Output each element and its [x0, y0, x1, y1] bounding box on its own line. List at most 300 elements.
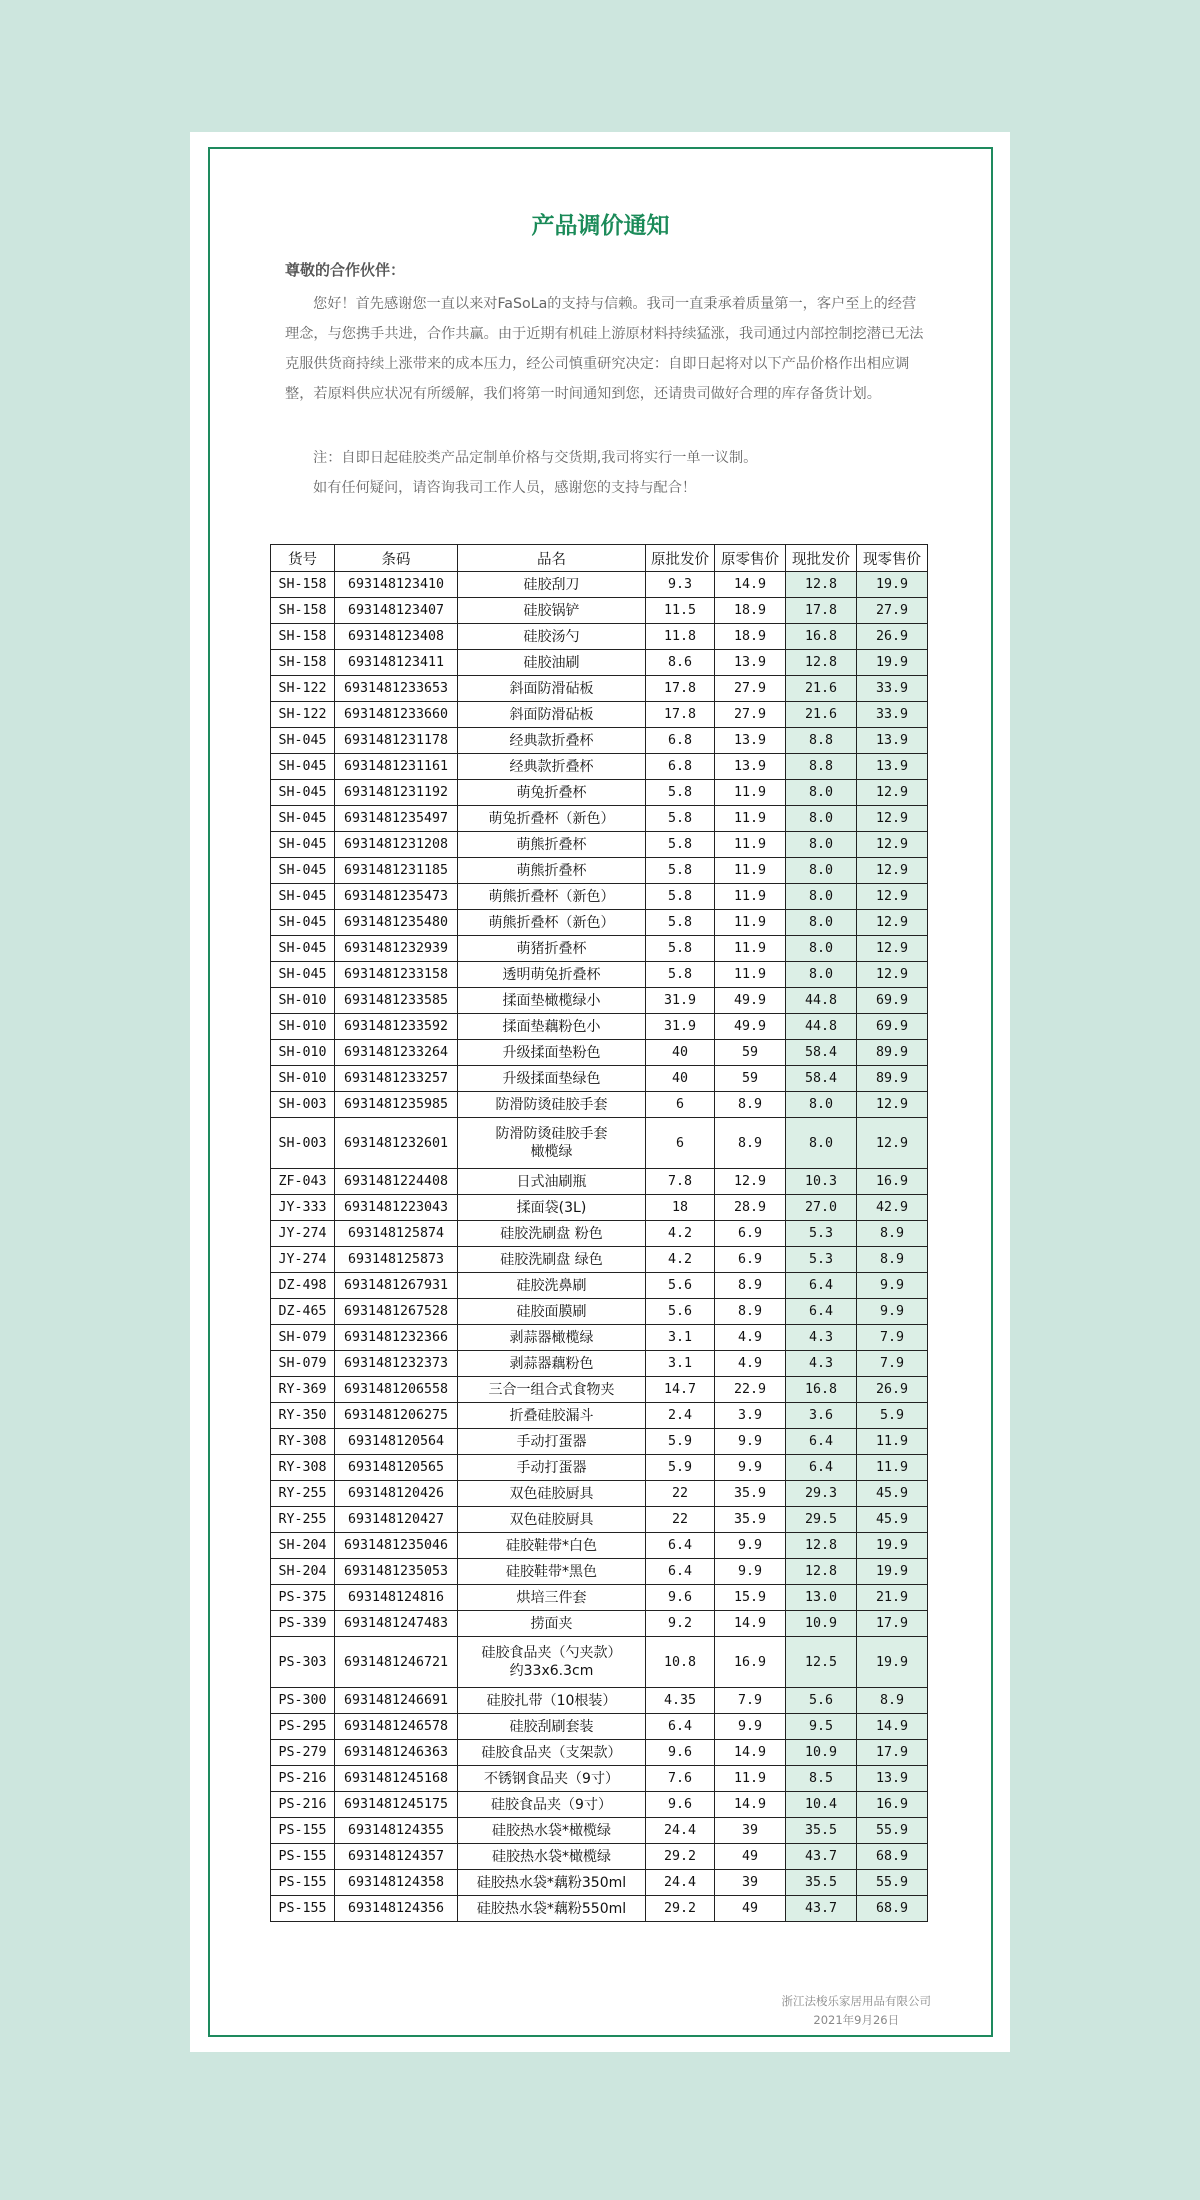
cell-old-retail: 49.9 — [715, 988, 786, 1014]
cell-new-retail: 68.9 — [857, 1896, 928, 1922]
cell-sku: SH-045 — [271, 858, 335, 884]
cell-old-retail: 14.9 — [715, 572, 786, 598]
cell-product-name: 硅胶刮刷套装 — [458, 1714, 646, 1740]
cell-old-wholesale: 6.4 — [646, 1533, 715, 1559]
company-name: 浙江法梭乐家居用品有限公司 — [781, 1994, 931, 2008]
cell-new-wholesale: 12.8 — [786, 1559, 857, 1585]
cell-product-name: 硅胶食品夹（支架款） — [458, 1740, 646, 1766]
page-title: 产品调价通知 — [531, 213, 670, 239]
cell-old-retail: 9.9 — [715, 1455, 786, 1481]
cell-old-wholesale: 11.8 — [646, 624, 715, 650]
cell-sku: RY-308 — [271, 1429, 335, 1455]
cell-product-name: 三合一组合式食物夹 — [458, 1377, 646, 1403]
table-row — [271, 1403, 928, 1429]
cell-old-wholesale: 10.8 — [646, 1637, 715, 1688]
cell-new-wholesale: 6.4 — [786, 1455, 857, 1481]
cell-new-wholesale: 10.9 — [786, 1611, 857, 1637]
table-row — [271, 1507, 928, 1533]
cell-sku: SH-079 — [271, 1351, 335, 1377]
cell-old-retail: 13.9 — [715, 650, 786, 676]
greeting: 尊敬的合作伙伴： — [285, 261, 406, 279]
cell-product-name: 手动打蛋器 — [458, 1429, 646, 1455]
cell-new-retail: 12.9 — [857, 936, 928, 962]
header-sku: 货号 — [271, 545, 335, 572]
cell-new-wholesale: 8.0 — [786, 858, 857, 884]
cell-sku: SH-045 — [271, 780, 335, 806]
table-row — [271, 806, 928, 832]
table-row — [271, 1688, 928, 1714]
cell-old-retail: 27.9 — [715, 676, 786, 702]
cell-new-wholesale: 43.7 — [786, 1844, 857, 1870]
cell-new-wholesale: 6.4 — [786, 1273, 857, 1299]
cell-new-retail: 69.9 — [857, 1014, 928, 1040]
cell-new-wholesale: 5.3 — [786, 1221, 857, 1247]
cell-new-retail: 33.9 — [857, 702, 928, 728]
cell-sku: SH-045 — [271, 884, 335, 910]
cell-new-wholesale: 16.8 — [786, 624, 857, 650]
cell-old-wholesale: 5.8 — [646, 806, 715, 832]
cell-old-retail: 11.9 — [715, 858, 786, 884]
table-row — [271, 1559, 928, 1585]
cell-barcode: 6931481235985 — [335, 1092, 458, 1118]
cell-product-name: 硅胶热水袋*藕粉350ml — [458, 1870, 646, 1896]
cell-old-retail: 3.9 — [715, 1403, 786, 1429]
cell-new-retail: 11.9 — [857, 1455, 928, 1481]
cell-new-wholesale: 3.6 — [786, 1403, 857, 1429]
cell-new-wholesale: 4.3 — [786, 1325, 857, 1351]
cell-barcode: 6931481235473 — [335, 884, 458, 910]
cell-sku: RY-255 — [271, 1481, 335, 1507]
cell-old-wholesale: 3.1 — [646, 1325, 715, 1351]
cell-new-wholesale: 58.4 — [786, 1040, 857, 1066]
cell-new-wholesale: 5.3 — [786, 1247, 857, 1273]
cell-product-name: 萌兔折叠杯（新色） — [458, 806, 646, 832]
cell-old-wholesale: 5.8 — [646, 884, 715, 910]
cell-new-wholesale: 4.3 — [786, 1351, 857, 1377]
cell-new-retail: 19.9 — [857, 1637, 928, 1688]
cell-new-retail: 9.9 — [857, 1299, 928, 1325]
header-product-name: 品名 — [458, 545, 646, 572]
cell-sku: SH-158 — [271, 598, 335, 624]
cell-old-retail: 14.9 — [715, 1792, 786, 1818]
table-row — [271, 1740, 928, 1766]
table-row — [271, 780, 928, 806]
cell-new-wholesale: 13.0 — [786, 1585, 857, 1611]
cell-old-wholesale: 24.4 — [646, 1870, 715, 1896]
cell-barcode: 6931481246363 — [335, 1740, 458, 1766]
cell-old-wholesale: 11.5 — [646, 598, 715, 624]
cell-barcode: 6931481232373 — [335, 1351, 458, 1377]
cell-barcode: 693148120564 — [335, 1429, 458, 1455]
cell-barcode: 693148120565 — [335, 1455, 458, 1481]
cell-new-wholesale: 12.8 — [786, 1533, 857, 1559]
cell-new-wholesale: 12.8 — [786, 650, 857, 676]
table-row — [271, 884, 928, 910]
table-row — [271, 1221, 928, 1247]
cell-old-retail: 6.9 — [715, 1247, 786, 1273]
cell-new-wholesale: 27.0 — [786, 1195, 857, 1221]
cell-new-retail: 12.9 — [857, 1118, 928, 1169]
cell-product-name: 防滑防烫硅胶手套 橄榄绿 — [458, 1118, 646, 1169]
cell-old-retail: 18.9 — [715, 598, 786, 624]
cell-barcode: 6931481224408 — [335, 1169, 458, 1195]
cell-old-retail: 39 — [715, 1870, 786, 1896]
cell-barcode: 693148120426 — [335, 1481, 458, 1507]
cell-new-retail: 5.9 — [857, 1403, 928, 1429]
cell-new-retail: 55.9 — [857, 1870, 928, 1896]
cell-product-name: 剥蒜器橄榄绿 — [458, 1325, 646, 1351]
cell-old-wholesale: 4.2 — [646, 1247, 715, 1273]
cell-new-wholesale: 9.5 — [786, 1714, 857, 1740]
cell-product-name: 剥蒜器藕粉色 — [458, 1351, 646, 1377]
cell-new-wholesale: 8.8 — [786, 728, 857, 754]
cell-old-wholesale: 5.8 — [646, 832, 715, 858]
cell-old-retail: 4.9 — [715, 1325, 786, 1351]
cell-old-retail: 35.9 — [715, 1507, 786, 1533]
cell-barcode: 6931481246721 — [335, 1637, 458, 1688]
cell-old-retail: 11.9 — [715, 936, 786, 962]
cell-new-wholesale: 16.8 — [786, 1377, 857, 1403]
cell-new-wholesale: 29.3 — [786, 1481, 857, 1507]
cell-old-retail: 13.9 — [715, 754, 786, 780]
cell-sku: PS-155 — [271, 1870, 335, 1896]
cell-new-retail: 9.9 — [857, 1273, 928, 1299]
cell-sku: SH-122 — [271, 676, 335, 702]
cell-new-retail: 17.9 — [857, 1740, 928, 1766]
table-row — [271, 910, 928, 936]
cell-barcode: 6931481245175 — [335, 1792, 458, 1818]
cell-new-wholesale: 8.0 — [786, 1092, 857, 1118]
cell-old-wholesale: 7.8 — [646, 1169, 715, 1195]
cell-sku: RY-255 — [271, 1507, 335, 1533]
cell-new-wholesale: 8.0 — [786, 884, 857, 910]
table-row — [271, 1818, 928, 1844]
cell-new-retail: 45.9 — [857, 1507, 928, 1533]
cell-sku: PS-303 — [271, 1637, 335, 1688]
table-row — [271, 1481, 928, 1507]
cell-new-wholesale: 35.5 — [786, 1870, 857, 1896]
cell-old-wholesale: 8.6 — [646, 650, 715, 676]
cell-old-retail: 8.9 — [715, 1299, 786, 1325]
cell-new-wholesale: 10.4 — [786, 1792, 857, 1818]
cell-new-retail: 12.9 — [857, 858, 928, 884]
cell-barcode: 693148120427 — [335, 1507, 458, 1533]
cell-old-retail: 6.9 — [715, 1221, 786, 1247]
cell-old-retail: 15.9 — [715, 1585, 786, 1611]
cell-old-retail: 14.9 — [715, 1611, 786, 1637]
cell-old-wholesale: 29.2 — [646, 1896, 715, 1922]
cell-barcode: 6931481247483 — [335, 1611, 458, 1637]
cell-old-wholesale: 4.2 — [646, 1221, 715, 1247]
table-row — [271, 1455, 928, 1481]
cell-sku: JY-333 — [271, 1195, 335, 1221]
cell-barcode: 693148124816 — [335, 1585, 458, 1611]
cell-product-name: 硅胶刮刀 — [458, 572, 646, 598]
cell-old-wholesale: 6 — [646, 1118, 715, 1169]
cell-product-name: 揉面垫橄榄绿小 — [458, 988, 646, 1014]
cell-old-wholesale: 6.4 — [646, 1559, 715, 1585]
cell-new-wholesale: 44.8 — [786, 1014, 857, 1040]
cell-old-retail: 16.9 — [715, 1637, 786, 1688]
table-row — [271, 1844, 928, 1870]
table-row — [271, 1585, 928, 1611]
cell-old-wholesale: 5.9 — [646, 1455, 715, 1481]
cell-new-retail: 19.9 — [857, 650, 928, 676]
cell-sku: SH-010 — [271, 988, 335, 1014]
cell-old-retail: 11.9 — [715, 962, 786, 988]
cell-barcode: 693148125873 — [335, 1247, 458, 1273]
cell-product-name: 日式油刷瓶 — [458, 1169, 646, 1195]
cell-product-name: 折叠硅胶漏斗 — [458, 1403, 646, 1429]
cell-barcode: 6931481233653 — [335, 676, 458, 702]
cell-barcode: 6931481232366 — [335, 1325, 458, 1351]
cell-new-wholesale: 10.9 — [786, 1740, 857, 1766]
cell-new-wholesale: 6.4 — [786, 1299, 857, 1325]
cell-new-wholesale: 8.0 — [786, 780, 857, 806]
cell-new-retail: 12.9 — [857, 910, 928, 936]
notice-sheet — [190, 132, 1010, 2052]
cell-old-wholesale: 9.6 — [646, 1585, 715, 1611]
cell-barcode: 6931481206275 — [335, 1403, 458, 1429]
cell-new-retail: 12.9 — [857, 780, 928, 806]
cell-barcode: 6931481245168 — [335, 1766, 458, 1792]
cell-old-wholesale: 4.35 — [646, 1688, 715, 1714]
table-row — [271, 1792, 928, 1818]
header-new-wholesale: 现批发价 — [786, 545, 857, 572]
table-row — [271, 1429, 928, 1455]
table-row — [271, 988, 928, 1014]
cell-barcode: 6931481231192 — [335, 780, 458, 806]
cell-barcode: 6931481235046 — [335, 1533, 458, 1559]
cell-new-retail: 55.9 — [857, 1818, 928, 1844]
cell-old-retail: 7.9 — [715, 1688, 786, 1714]
cell-old-wholesale: 5.8 — [646, 858, 715, 884]
cell-barcode: 693148123411 — [335, 650, 458, 676]
cell-product-name: 硅胶食品夹（勺夹款） 约33x6.3cm — [458, 1637, 646, 1688]
cell-barcode: 693148124355 — [335, 1818, 458, 1844]
cell-old-wholesale: 5.8 — [646, 780, 715, 806]
cell-barcode: 6931481267931 — [335, 1273, 458, 1299]
table-row — [271, 572, 928, 598]
cell-sku: PS-216 — [271, 1766, 335, 1792]
header-barcode: 条码 — [335, 545, 458, 572]
cell-new-wholesale: 21.6 — [786, 702, 857, 728]
cell-old-wholesale: 40 — [646, 1040, 715, 1066]
cell-new-retail: 26.9 — [857, 624, 928, 650]
cell-old-wholesale: 2.4 — [646, 1403, 715, 1429]
table-row — [271, 832, 928, 858]
cell-barcode: 6931481246578 — [335, 1714, 458, 1740]
cell-old-retail: 8.9 — [715, 1092, 786, 1118]
cell-old-retail: 9.9 — [715, 1714, 786, 1740]
table-row — [271, 962, 928, 988]
cell-old-wholesale: 5.8 — [646, 962, 715, 988]
cell-product-name: 双色硅胶厨具 — [458, 1507, 646, 1533]
header-old-retail: 原零售价 — [715, 545, 786, 572]
table-row — [271, 936, 928, 962]
cell-product-name: 升级揉面垫粉色 — [458, 1040, 646, 1066]
cell-sku: SH-045 — [271, 754, 335, 780]
cell-new-wholesale: 8.8 — [786, 754, 857, 780]
cell-old-retail: 59 — [715, 1066, 786, 1092]
cell-product-name: 萌兔折叠杯 — [458, 780, 646, 806]
cell-sku: PS-295 — [271, 1714, 335, 1740]
cell-new-wholesale: 29.5 — [786, 1507, 857, 1533]
cell-new-retail: 17.9 — [857, 1611, 928, 1637]
cell-new-retail: 42.9 — [857, 1195, 928, 1221]
cell-sku: SH-204 — [271, 1559, 335, 1585]
cell-old-retail: 11.9 — [715, 780, 786, 806]
cell-new-retail: 21.9 — [857, 1585, 928, 1611]
cell-product-name: 萌猪折叠杯 — [458, 936, 646, 962]
cell-old-wholesale: 5.8 — [646, 936, 715, 962]
cell-new-retail: 7.9 — [857, 1325, 928, 1351]
cell-product-name: 硅胶扎带（10根装） — [458, 1688, 646, 1714]
table-row — [271, 728, 928, 754]
cell-new-retail: 27.9 — [857, 598, 928, 624]
cell-new-retail: 19.9 — [857, 1559, 928, 1585]
cell-old-retail: 39 — [715, 1818, 786, 1844]
table-row — [271, 1611, 928, 1637]
cell-new-wholesale: 35.5 — [786, 1818, 857, 1844]
cell-product-name: 硅胶汤勺 — [458, 624, 646, 650]
notice-frame — [208, 147, 993, 2037]
cell-new-retail: 12.9 — [857, 962, 928, 988]
cell-barcode: 693148124356 — [335, 1896, 458, 1922]
cell-new-wholesale: 8.0 — [786, 1118, 857, 1169]
cell-old-retail: 11.9 — [715, 884, 786, 910]
cell-sku: PS-155 — [271, 1844, 335, 1870]
cell-barcode: 6931481233585 — [335, 988, 458, 1014]
cell-product-name: 烘培三件套 — [458, 1585, 646, 1611]
cell-new-retail: 8.9 — [857, 1221, 928, 1247]
cell-sku: SH-079 — [271, 1325, 335, 1351]
cell-product-name: 硅胶热水袋*橄榄绿 — [458, 1818, 646, 1844]
cell-old-wholesale: 31.9 — [646, 1014, 715, 1040]
table-row — [271, 1533, 928, 1559]
cell-new-wholesale: 12.8 — [786, 572, 857, 598]
table-row — [271, 1066, 928, 1092]
cell-new-retail: 26.9 — [857, 1377, 928, 1403]
cell-product-name: 硅胶面膜刷 — [458, 1299, 646, 1325]
table-row — [271, 1377, 928, 1403]
cell-barcode: 693148123407 — [335, 598, 458, 624]
cell-product-name: 硅胶油刷 — [458, 650, 646, 676]
cell-product-name: 防滑防烫硅胶手套 — [458, 1092, 646, 1118]
cell-product-name: 双色硅胶厨具 — [458, 1481, 646, 1507]
cell-old-wholesale: 22 — [646, 1481, 715, 1507]
cell-old-retail: 8.9 — [715, 1118, 786, 1169]
notice-note: 注：自即日起硅胶类产品定制单价格与交货期,我司将实行一单一议制。 — [313, 450, 758, 466]
cell-old-retail: 22.9 — [715, 1377, 786, 1403]
cell-product-name: 萌熊折叠杯 — [458, 832, 646, 858]
cell-barcode: 6931481232601 — [335, 1118, 458, 1169]
cell-sku: PS-339 — [271, 1611, 335, 1637]
cell-old-wholesale: 18 — [646, 1195, 715, 1221]
cell-new-retail: 7.9 — [857, 1351, 928, 1377]
table-row — [271, 598, 928, 624]
cell-sku: PS-279 — [271, 1740, 335, 1766]
cell-new-wholesale: 17.8 — [786, 598, 857, 624]
cell-barcode: 6931481231208 — [335, 832, 458, 858]
table-row — [271, 1040, 928, 1066]
cell-new-retail: 68.9 — [857, 1844, 928, 1870]
cell-old-retail: 35.9 — [715, 1481, 786, 1507]
cell-product-name: 升级揉面垫绿色 — [458, 1066, 646, 1092]
cell-old-retail: 27.9 — [715, 702, 786, 728]
table-row — [271, 754, 928, 780]
cell-new-retail: 13.9 — [857, 1766, 928, 1792]
cell-old-wholesale: 6.8 — [646, 728, 715, 754]
cell-old-wholesale: 14.7 — [646, 1377, 715, 1403]
cell-sku: JY-274 — [271, 1247, 335, 1273]
cell-old-retail: 9.9 — [715, 1429, 786, 1455]
cell-sku: SH-045 — [271, 936, 335, 962]
cell-product-name: 透明萌兔折叠杯 — [458, 962, 646, 988]
cell-barcode: 693148123410 — [335, 572, 458, 598]
cell-new-wholesale: 58.4 — [786, 1066, 857, 1092]
cell-barcode: 6931481233257 — [335, 1066, 458, 1092]
table-row — [271, 1195, 928, 1221]
price-table — [270, 544, 928, 1922]
cell-new-retail: 89.9 — [857, 1066, 928, 1092]
cell-old-retail: 49.9 — [715, 1014, 786, 1040]
table-row — [271, 1870, 928, 1896]
cell-product-name: 硅胶热水袋*藕粉550ml — [458, 1896, 646, 1922]
cell-new-wholesale: 8.5 — [786, 1766, 857, 1792]
table-row — [271, 1896, 928, 1922]
cell-sku: SH-045 — [271, 910, 335, 936]
cell-old-retail: 28.9 — [715, 1195, 786, 1221]
cell-old-wholesale: 3.1 — [646, 1351, 715, 1377]
cell-old-retail: 11.9 — [715, 806, 786, 832]
cell-barcode: 6931481231178 — [335, 728, 458, 754]
notice-date: 2021年9月26日 — [813, 2013, 900, 2027]
cell-barcode: 6931481233592 — [335, 1014, 458, 1040]
cell-barcode: 693148123408 — [335, 624, 458, 650]
cell-old-retail: 11.9 — [715, 1766, 786, 1792]
cell-sku: SH-010 — [271, 1040, 335, 1066]
notice-paragraph: 您好！首先感谢您一直以来对FaSoLa的支持与信赖。我司一直秉承着质量第一，客户至上的经营理念，与您携手共进，合作共赢。由于近期有机硅上游原材料持续猛涨，我司通过内部控制挖潜已无法克服供货商持续上涨带来的成本压力，经公司慎重研究决定：自即日起将对以下产品价格作出相应调整，若原料供应状况有所缓解，我们将第一时间通知到您，还请贵司做好合理的库存备货计划。 — [285, 296, 924, 402]
table-header-row — [271, 545, 928, 572]
cell-sku: SH-204 — [271, 1533, 335, 1559]
table-row — [271, 1714, 928, 1740]
cell-old-wholesale: 7.6 — [646, 1766, 715, 1792]
cell-barcode: 6931481223043 — [335, 1195, 458, 1221]
cell-product-name: 硅胶鞋带*白色 — [458, 1533, 646, 1559]
table-row — [271, 1092, 928, 1118]
cell-product-name: 揉面袋(3L) — [458, 1195, 646, 1221]
cell-barcode: 6931481246691 — [335, 1688, 458, 1714]
cell-old-wholesale: 9.3 — [646, 572, 715, 598]
cell-new-retail: 19.9 — [857, 1533, 928, 1559]
cell-sku: SH-010 — [271, 1014, 335, 1040]
cell-product-name: 萌熊折叠杯（新色） — [458, 884, 646, 910]
cell-sku: SH-158 — [271, 572, 335, 598]
cell-product-name: 揉面垫藕粉色小 — [458, 1014, 646, 1040]
cell-old-retail: 49 — [715, 1896, 786, 1922]
cell-old-wholesale: 17.8 — [646, 702, 715, 728]
cell-sku: SH-158 — [271, 624, 335, 650]
table-row — [271, 1014, 928, 1040]
cell-barcode: 6931481233264 — [335, 1040, 458, 1066]
cell-product-name: 不锈钢食品夹（9寸） — [458, 1766, 646, 1792]
table-row — [271, 702, 928, 728]
cell-old-retail: 9.9 — [715, 1533, 786, 1559]
cell-new-wholesale: 5.6 — [786, 1688, 857, 1714]
cell-sku: SH-045 — [271, 806, 335, 832]
cell-sku: PS-216 — [271, 1792, 335, 1818]
